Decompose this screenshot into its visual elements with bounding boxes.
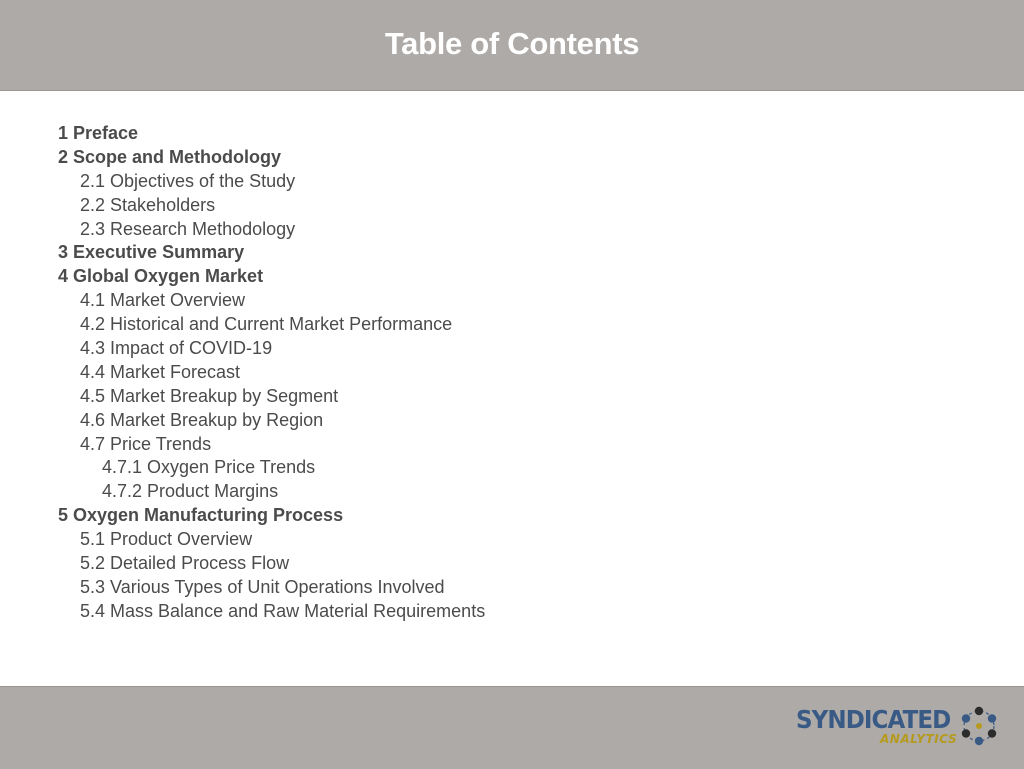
toc-entry: 5.2 Detailed Process Flow [80, 553, 290, 574]
table-of-contents [58, 122, 485, 624]
toc-entry: 4.1 Market Overview [80, 290, 246, 311]
toc-entry: 4.5 Market Breakup by Segment [80, 385, 339, 406]
logo-tagline: ANALYTICS [880, 732, 958, 746]
toc-entry: 5.4 Mass Balance and Raw Material Requirements [80, 600, 486, 621]
toc-entry: 3 Executive Summary [58, 242, 245, 263]
toc-entry: 5.3 Various Types of Unit Operations Involved [80, 576, 445, 597]
toc-entry: 4 Global Oxygen Market [58, 266, 264, 287]
toc-entry: 2.1 Objectives of the Study [80, 170, 296, 191]
toc-entry: 4.7.1 Oxygen Price Trends [102, 457, 316, 478]
toc-entry: 2 Scope and Methodology [58, 146, 282, 167]
page-title: Table of Contents [384, 26, 640, 61]
title-band [0, 0, 1024, 91]
toc-entry: 5.1 Product Overview [80, 529, 253, 550]
logo-emblem-icon [956, 703, 1002, 749]
company-logo [796, 703, 1002, 753]
toc-entry: 2.2 Stakeholders [80, 194, 216, 215]
toc-entry: 4.6 Market Breakup by Region [80, 409, 324, 430]
toc-entry: 1 Preface [58, 123, 139, 143]
toc-entry: 4.4 Market Forecast [80, 361, 241, 382]
toc-entry: 4.7 Price Trends [80, 433, 212, 454]
toc-entry: 4.2 Historical and Current Market Performance [80, 314, 453, 335]
toc-entry: 4.3 Impact of COVID-19 [80, 338, 273, 359]
footer-band [0, 686, 1024, 769]
logo-wordmark: SYNDICATED [796, 705, 951, 734]
toc-entry: 5 Oxygen Manufacturing Process [58, 505, 344, 526]
toc-entry: 2.3 Research Methodology [80, 218, 296, 239]
toc-entry: 4.7.2 Product Margins [102, 481, 279, 502]
